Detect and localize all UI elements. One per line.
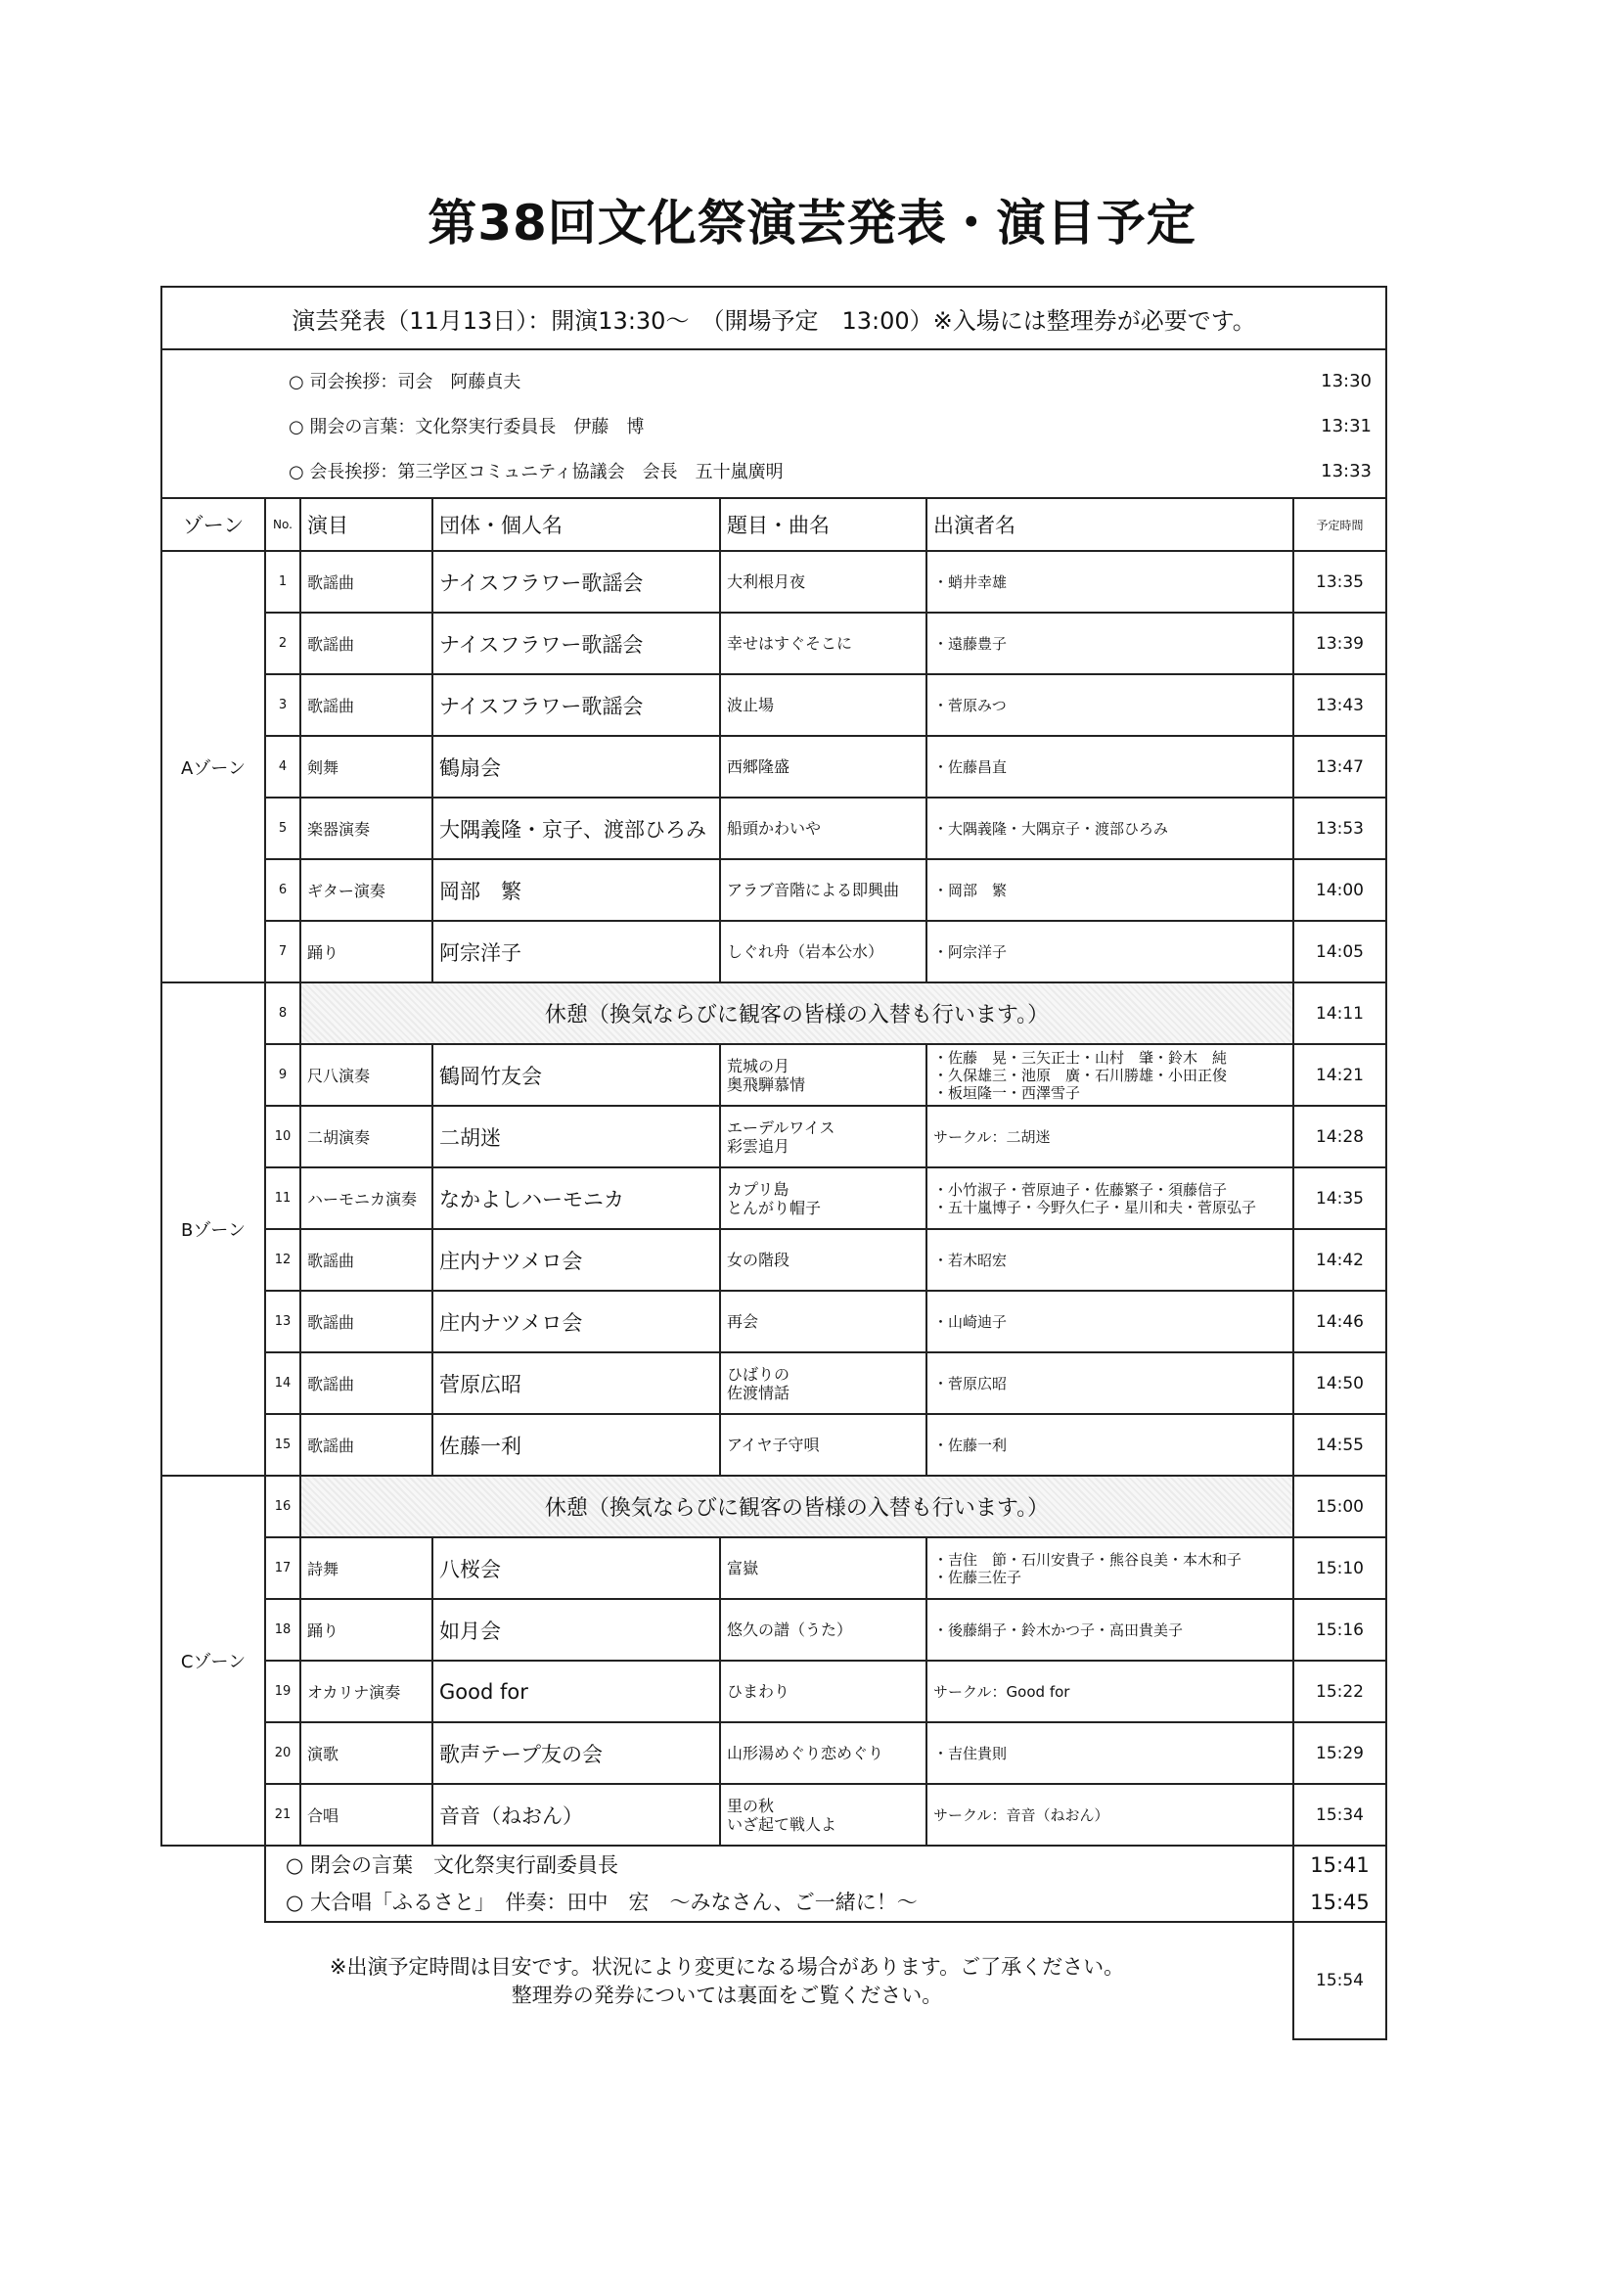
row-no: 11 [265,1167,300,1229]
program-row [161,736,1386,798]
event-banner: 演芸発表（11月13日）：開演13:30～ （開場予定 13:00）※入場には整理券が必要です。 [161,287,1386,349]
row-title: 悠久の譜（うた） [720,1599,926,1661]
row-performers: ・阿宗洋子 [926,921,1293,982]
row-title: 西郷隆盛 [720,736,926,798]
row-title: 荒城の月 奥飛騨慕情 [720,1044,926,1106]
row-performers: サークル：音音（ねおん） [926,1784,1293,1846]
row-performers: ・大隅義隆・大隅京子・渡部ひろみ [926,798,1293,859]
row-no: 2 [265,613,300,674]
header-group: 団体・個人名 [432,498,720,551]
header-time: 予定時間 [1293,498,1386,551]
program-row [161,1722,1386,1784]
break-label: 休憩（換気ならびに観客の皆様の入替も行います。） [300,982,1293,1044]
row-time: 15:10 [1293,1537,1386,1599]
opening-time: 13:33 [1321,460,1373,481]
row-performers: ・佐藤昌直 [926,736,1293,798]
opening-label: ○ 開会の言葉：文化祭実行委員長 伊藤 博 [289,417,645,437]
row-title: ひまわり [720,1661,926,1722]
opening-section [161,349,1386,498]
row-category: 楽器演奏 [300,798,432,859]
program-row [161,1784,1386,1846]
row-category: 歌謡曲 [300,1414,432,1476]
row-performers: ・吉住 節・石川安貴子・熊谷良美・本木和子 ・佐藤三佐子 [926,1537,1293,1599]
row-title: カプリ島 とんがり帽子 [720,1167,926,1229]
row-no: 5 [265,798,300,859]
page-title: 第38回文化祭演芸発表・演目予定 [428,195,1196,251]
program-row [161,1044,1386,1106]
row-performers: ・遠藤豊子 [926,613,1293,674]
row-time: 14:00 [1293,859,1386,921]
row-time: 13:47 [1293,736,1386,798]
row-group: 庄内ナツメロ会 [432,1291,720,1352]
row-title: 大利根月夜 [720,551,926,613]
row-performers: ・菅原みつ [926,674,1293,736]
program-row [161,859,1386,921]
row-group: 阿宗洋子 [432,921,720,982]
footer-note-line: ※出演予定時間は目安です。状況により変更になる場合があります。ご了承ください。 [329,1954,1125,1979]
row-category: 歌謡曲 [300,613,432,674]
row-category: 剣舞 [300,736,432,798]
header-row [161,498,1386,551]
closing-time: 15:41 [1310,1853,1370,1877]
row-time: 13:35 [1293,551,1386,613]
row-no: 21 [265,1784,300,1846]
row-time: 15:34 [1293,1784,1386,1846]
footer-note [161,1922,1293,2039]
closing-times [1293,1846,1386,1922]
header-no: No. [265,498,300,551]
row-no: 16 [265,1476,300,1537]
row-group: 菅原広昭 [432,1352,720,1414]
row-group: ナイスフラワー歌謡会 [432,674,720,736]
program-row [161,1291,1386,1352]
row-category: ハーモニカ演奏 [300,1167,432,1229]
row-title: 里の秋 いざ起て戦人よ [720,1784,926,1846]
row-title: しぐれ舟（岩本公水） [720,921,926,982]
header-zone: ゾーン [161,498,265,551]
row-title: ひばりの 佐渡情話 [720,1352,926,1414]
row-time: 15:16 [1293,1599,1386,1661]
header-performers: 出演者名 [926,498,1293,551]
row-category: 歌謡曲 [300,551,432,613]
zone-a-label: Aゾーン [161,551,265,982]
row-performers: ・佐藤一利 [926,1414,1293,1476]
closing-item: ○ 大合唱「ふるさと」 伴奏：田中 宏 ～みなさん、ご一緒に！～ [286,1891,918,1914]
row-group: 歌声テープ友の会 [432,1722,720,1784]
row-category: 詩舞 [300,1537,432,1599]
opening-time: 13:30 [1321,370,1373,391]
row-group: 鶴岡竹友会 [432,1044,720,1106]
banner-row [161,287,1386,349]
row-time: 15:22 [1293,1661,1386,1722]
schedule-table [160,286,1387,2040]
program-row [161,613,1386,674]
opening-item [265,358,1385,403]
program-row [161,1167,1386,1229]
row-performers: ・後藤絹子・鈴木かつ子・高田貴美子 [926,1599,1293,1661]
row-performers: ・山崎迪子 [926,1291,1293,1352]
row-group: Good for [432,1661,720,1722]
row-performers: サークル：Good for [926,1661,1293,1722]
program-row [161,1229,1386,1291]
header-title: 題目・曲名 [720,498,926,551]
row-no: 9 [265,1044,300,1106]
row-no: 17 [265,1537,300,1599]
row-category: 二胡演奏 [300,1106,432,1167]
row-time: 13:43 [1293,674,1386,736]
row-category: 踊り [300,1599,432,1661]
row-no: 4 [265,736,300,798]
row-time: 14:21 [1293,1044,1386,1106]
row-performers: ・佐藤 晃・三矢正士・山村 肇・鈴木 純 ・久保雄三・池原 廣・石川勝雄・小田正俊 ・板垣隆一・西澤雪子 [926,1044,1293,1106]
zone-c-label: Cゾーン [161,1476,265,1846]
row-title: 女の階段 [720,1229,926,1291]
row-no: 18 [265,1599,300,1661]
row-time: 14:46 [1293,1291,1386,1352]
footer-row [161,1922,1386,2039]
row-time: 14:42 [1293,1229,1386,1291]
row-time: 15:29 [1293,1722,1386,1784]
closing-blank-cell [161,1846,265,1922]
row-no: 19 [265,1661,300,1722]
opening-items [265,349,1386,498]
closing-item: ○ 閉会の言葉 文化祭実行副委員長 [286,1853,618,1877]
row-title: 幸せはすぐそこに [720,613,926,674]
row-time: 14:35 [1293,1167,1386,1229]
row-no: 20 [265,1722,300,1784]
row-group: 二胡迷 [432,1106,720,1167]
row-group: 大隅義隆・京子、渡部ひろみ [432,798,720,859]
row-performers: ・蛸井幸雄 [926,551,1293,613]
row-category: オカリナ演奏 [300,1661,432,1722]
row-time: 14:28 [1293,1106,1386,1167]
row-time: 15:00 [1293,1476,1386,1537]
row-no: 3 [265,674,300,736]
row-performers: ・小竹淑子・菅原迪子・佐藤繁子・須藤信子 ・五十嵐博子・今野久仁子・星川和夫・菅原弘子 [926,1167,1293,1229]
row-no: 6 [265,859,300,921]
program-row [161,1352,1386,1414]
row-no: 15 [265,1414,300,1476]
row-group: 岡部 繁 [432,859,720,921]
row-time: 13:53 [1293,798,1386,859]
row-category: 踊り [300,921,432,982]
row-performers: サークル：二胡迷 [926,1106,1293,1167]
row-title: 船頭かわいや [720,798,926,859]
row-group: 八桜会 [432,1537,720,1599]
row-time: 14:11 [1293,982,1386,1044]
program-row [161,1537,1386,1599]
program-row [161,1414,1386,1476]
row-no: 1 [265,551,300,613]
row-category: 合唱 [300,1784,432,1846]
row-title: アラブ音階による即興曲 [720,859,926,921]
row-group: ナイスフラワー歌謡会 [432,551,720,613]
row-no: 8 [265,982,300,1044]
row-category: 歌謡曲 [300,1229,432,1291]
footer-note-line: 整理券の発券については裏面をご覧ください。 [511,1983,943,2007]
row-time: 14:50 [1293,1352,1386,1414]
opening-item [265,448,1385,493]
row-performers: ・岡部 繁 [926,859,1293,921]
row-category: 演歌 [300,1722,432,1784]
row-no: 10 [265,1106,300,1167]
program-row [161,674,1386,736]
row-category: 歌謡曲 [300,1352,432,1414]
row-time: 13:39 [1293,613,1386,674]
footer-time: 15:54 [1293,1922,1386,2039]
break-row [161,1476,1386,1537]
row-performers: ・菅原広昭 [926,1352,1293,1414]
program-row [161,798,1386,859]
row-group: 庄内ナツメロ会 [432,1229,720,1291]
closing-time: 15:45 [1310,1891,1370,1914]
program-row [161,1599,1386,1661]
row-performers: ・若木昭宏 [926,1229,1293,1291]
program-row [161,1661,1386,1722]
row-group: ナイスフラワー歌謡会 [432,613,720,674]
row-group: 音音（ねおん） [432,1784,720,1846]
row-performers: ・吉住貴則 [926,1722,1293,1784]
program-row [161,1106,1386,1167]
row-group: 鶴扇会 [432,736,720,798]
row-time: 14:55 [1293,1414,1386,1476]
row-category: 尺八演奏 [300,1044,432,1106]
row-time: 14:05 [1293,921,1386,982]
row-title: アイヤ子守唄 [720,1414,926,1476]
row-title: 再会 [720,1291,926,1352]
break-row [161,982,1386,1044]
row-category: 歌謡曲 [300,1291,432,1352]
row-no: 12 [265,1229,300,1291]
zone-b-label: Bゾーン [161,982,265,1476]
closing-items [265,1846,1293,1922]
row-category: ギター演奏 [300,859,432,921]
closing-row [161,1846,1386,1922]
row-title: エーデルワイス 彩雲追月 [720,1106,926,1167]
row-no: 14 [265,1352,300,1414]
program-row [161,921,1386,982]
opening-label: ○ 司会挨拶：司会 阿藤貞夫 [289,372,521,392]
row-group: 佐藤一利 [432,1414,720,1476]
row-category: 歌謡曲 [300,674,432,736]
row-title: 波止場 [720,674,926,736]
opening-label: ○ 会長挨拶：第三学区コミュニティ協議会 会長 五十嵐廣明 [289,462,784,482]
row-group: 如月会 [432,1599,720,1661]
opening-blank-cell [161,349,265,498]
opening-time: 13:31 [1321,415,1373,436]
header-category: 演目 [300,498,432,551]
row-title: 富嶽 [720,1537,926,1599]
program-row [161,551,1386,613]
row-no: 13 [265,1291,300,1352]
row-no: 7 [265,921,300,982]
row-title: 山形湯めぐり恋めぐり [720,1722,926,1784]
break-label: 休憩（換気ならびに観客の皆様の入替も行います。） [300,1476,1293,1537]
opening-item [265,403,1385,448]
row-group: なかよしハーモニカ [432,1167,720,1229]
